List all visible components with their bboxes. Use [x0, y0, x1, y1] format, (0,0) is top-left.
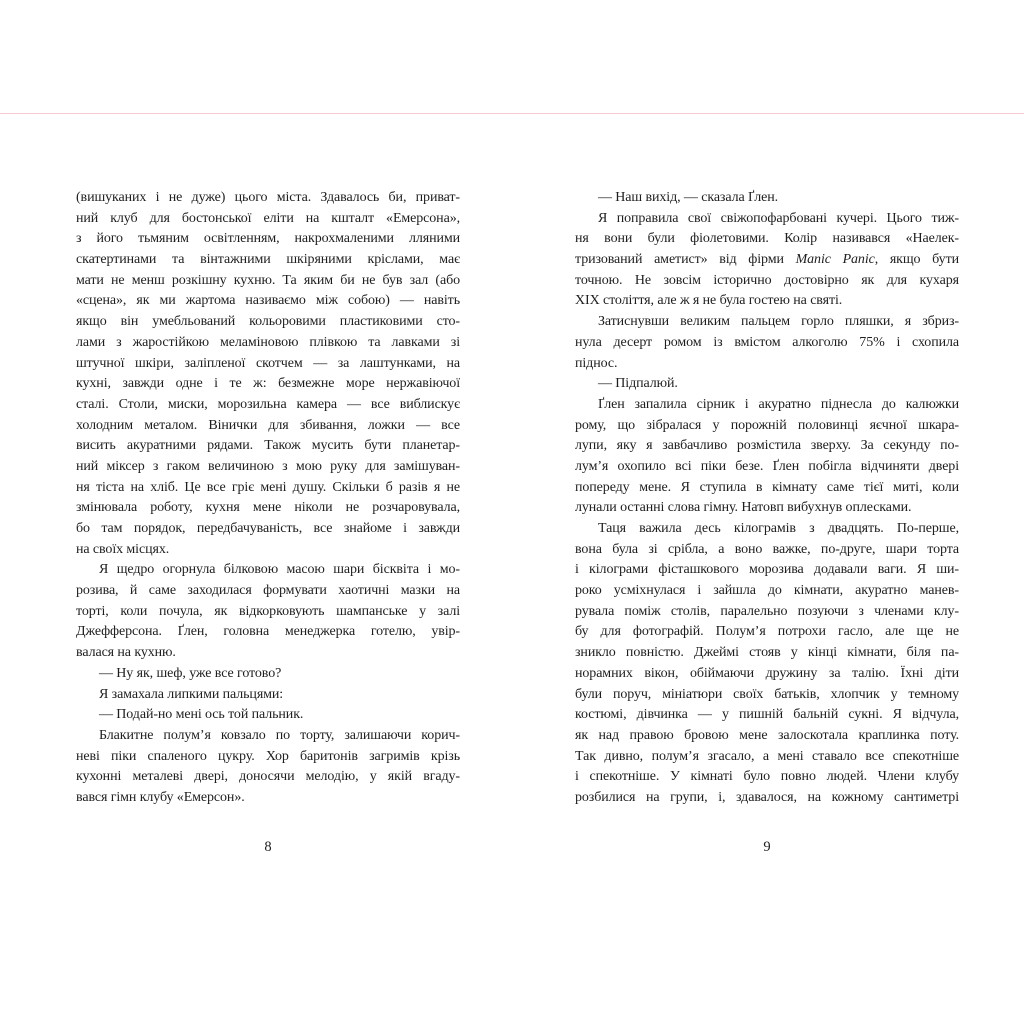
text-line: (вишуканих і не дуже) цього міста. Здавалось би, приват-	[76, 190, 460, 205]
text-line: — Ну як, шеф, уже все готово?	[99, 665, 282, 681]
text-line: вона була зі срібла, а воно важке, по-друге, шари торта	[575, 541, 959, 557]
text-line: Я щедро огорнула білковою масою шари бісквіта і мо-	[99, 562, 460, 578]
text-line: були поруч, мініатюри своїх батьків, хлопчик у темному	[575, 686, 959, 702]
page-left-text	[76, 188, 460, 809]
text-line: валася на кухню.	[76, 645, 176, 661]
text-line: точною. Не зовсім історично достовірно як для кухаря	[575, 272, 959, 288]
text-line: лунали останні слова гімну. Натовп вибухнув оплесками.	[575, 500, 912, 516]
text-line: рувала поміж столів, паралельно позуючи з членами клу-	[575, 603, 959, 619]
text-line: костюмі, дівчинка — у пишній бальній сукні. Я відчула,	[575, 707, 959, 723]
text-line: на своїх місцях.	[76, 541, 170, 557]
page-number-left: 8	[264, 839, 272, 855]
text-line: «сцена», як ми жартома називаємо між собою) — навіть	[76, 293, 460, 309]
text-line: ний міксер з гаком величиною з мою руку для замішуван-	[76, 458, 460, 474]
text-line: ня вони були фіолетовими. Колір називався «Наелек-	[575, 231, 959, 247]
text-line: роко усміхнулася і зайшла до кімнати, акуратно манев-	[575, 583, 959, 599]
text-line: ня тіста на хліб. Це все гріє мені душу. Скільки б разів я не	[76, 479, 460, 495]
text-line: Я поправила свої свіжопофарбовані кучері. Цього тиж-	[598, 210, 959, 226]
text-line: сталі. Столи, миски, морозильна камера — все виблискує	[76, 396, 460, 412]
text-line: Джефферсона. Ґлен, головна менеджерка готелю, увір-	[76, 624, 460, 640]
text-line: піднос.	[575, 355, 618, 371]
text-line: норамних вікон, обіймаючи дружину за талію. Їхні діти	[575, 665, 959, 681]
text-line: розбилися на групи, і, здавалося, на кожному сантиметрі	[575, 789, 959, 805]
text-line: — Підпалюй.	[598, 376, 678, 392]
text-line: неві піки спаленого цукру. Хор баритонів загримів крізь	[76, 748, 460, 764]
text-line: лупи, яку я завбачливо розмістила зверху. За секунду по-	[575, 438, 959, 454]
text-line: Таця важила десь кілограмів з двадцять. По-перше,	[598, 521, 959, 536]
text-line: нула десерт ромом із вмістом алкоголю 75% і схопила	[575, 334, 959, 350]
text-line: розива, й саме заходилася формувати хаотичні мазки на	[76, 583, 460, 599]
text-line: скатертинами та вінтажними шкіряними кріслами, має	[76, 252, 460, 268]
text-line: і спекотніше. У кімнаті було повно людей. Члени клубу	[575, 769, 959, 785]
page-number-right: 9	[763, 839, 771, 855]
text-line: висить акуратними рядами. Також мусить бути планетар-	[76, 438, 460, 454]
text-line: бо там порядок, передбачуваність, все знайоме і завжди	[76, 521, 460, 536]
text-segment: , якщо бути	[874, 252, 959, 268]
text-line: і кілограми фісташкового морозива додавали ваги. Я ши-	[575, 562, 959, 578]
text-line: лум’я охопило всі піки безе. Ґлен побігла відчиняти двері	[575, 458, 959, 474]
text-line: як над правою бровою мене залоскотала краплинка поту.	[575, 727, 959, 743]
text-line: якщо він умебльований кольоровими пластиковими сто-	[76, 314, 460, 330]
text-line: зникло повністю. Джеймі стояв у кінці кімнати, біля па-	[575, 645, 959, 661]
text-line: — Наш вихід, — сказала Ґлен.	[598, 190, 779, 205]
page-right-text	[575, 188, 959, 809]
text-segment: тризований аметист» від фірми	[575, 252, 796, 268]
text-line: Блакитне полум’я ковзало по торту, залишаючи корич-	[99, 727, 460, 743]
text-line: Я замахала липкими пальцями:	[99, 686, 284, 702]
text-line: кухні, завжди одне і те ж: безмежне море нержавіючої	[76, 376, 460, 392]
text-line	[575, 250, 959, 271]
text-line: ний клуб для бостонської еліти на кшталт «Емерсона»,	[76, 210, 460, 226]
text-line: Так дивно, полум’я згасало, а мені ставало все спекотніше	[575, 748, 959, 764]
text-line: лами з жаростійкою меламіновою плівкою та лавками зі	[76, 334, 460, 350]
text-line: змінювала роботу, кухня мене ніколи не розчаровувала,	[76, 500, 460, 516]
text-line: попереду мене. Я ступила в кімнату саме тієї миті, коли	[575, 479, 959, 495]
text-line: вався гімн клубу «Емерсон».	[76, 789, 245, 805]
text-line: кухонні металеві двері, доносячи мелодію, у якій вгаду-	[76, 769, 460, 785]
text-line: бу для фотографій. Полум’я потрохи гасло, але ще не	[575, 624, 959, 640]
text-line: рому, що зібралася у порожній половинці яєчної шкара-	[575, 417, 959, 433]
text-line: мати не менш розкішну кухню. Та яким би не був зал (або	[76, 272, 460, 288]
text-line: Ґлен запалила сірник і акуратно піднесла до калюжки	[598, 396, 959, 412]
text-line: з його тьмяним освітленням, накрохмаленими лляними	[76, 231, 460, 247]
text-line: холодним металом. Вінички для збивання, ложки — все	[76, 417, 460, 433]
text-line: Затиснувши великим пальцем горло пляшки, я збриз-	[598, 314, 959, 330]
text-line: штучної шкіри, заліпленої скотчем — за лаштунками, на	[76, 355, 460, 371]
italic-text-segment: Manic Panic	[795, 252, 875, 268]
text-line: — Подай-но мені ось той пальник.	[99, 707, 304, 723]
text-line: торті, коли почула, як відкорковують шампанське у залі	[76, 603, 460, 619]
text-line: XIX століття, але ж я не була гостею на святі.	[575, 293, 843, 309]
